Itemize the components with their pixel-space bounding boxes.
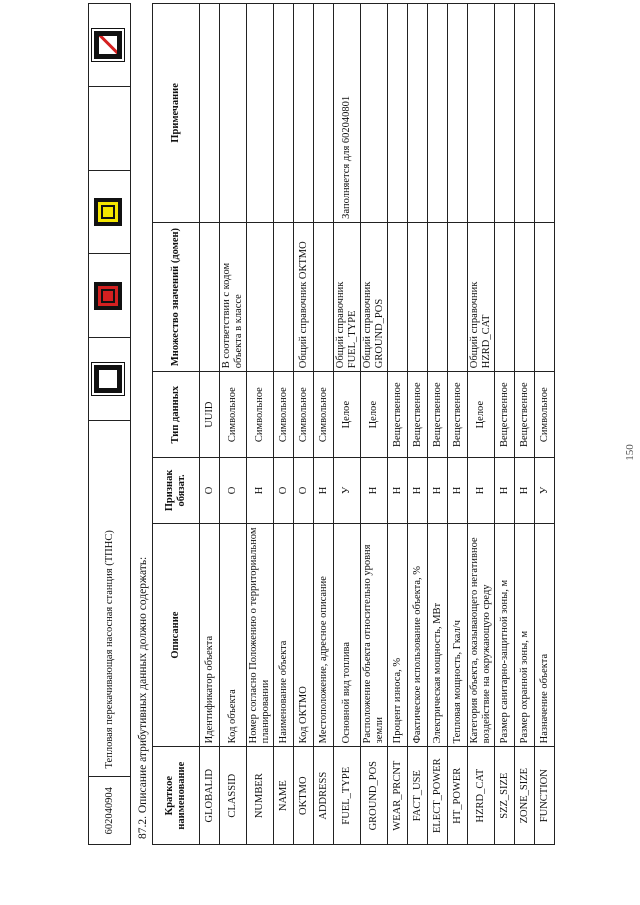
cell-required: Н	[408, 458, 428, 524]
cell-required: Н	[388, 458, 408, 524]
table-header-row	[153, 4, 200, 845]
table-row	[448, 4, 468, 845]
cell-domain	[200, 222, 220, 371]
cell-type: Символьное	[535, 372, 555, 458]
cell-code: ZONE_SIZE	[515, 747, 535, 845]
cell-code: FACT_USE	[408, 747, 428, 845]
cell-type: Вещественное	[495, 372, 515, 458]
cell-type: Целое	[361, 372, 388, 458]
cell-domain: Общий справочник ОКТМО	[294, 222, 314, 371]
table-row	[515, 4, 535, 845]
cell-code: HZRD_CAT	[468, 747, 495, 845]
cell-type: Вещественное	[408, 372, 428, 458]
object-code: 602040904	[89, 777, 131, 845]
white-square-symbol-icon	[94, 365, 122, 393]
cell-domain	[388, 222, 408, 371]
cell-required: Н	[247, 458, 274, 524]
cell-note	[200, 4, 220, 223]
table-row	[274, 4, 294, 845]
cell-description: Местоположение, адресное описание	[314, 523, 334, 747]
cell-code: FUNCTION	[535, 747, 555, 845]
cell-description: Размер санитарно-защитной зоны, м	[495, 523, 515, 747]
column-header-description: Описание	[153, 523, 200, 747]
cell-note	[247, 4, 274, 223]
cell-domain	[515, 222, 535, 371]
cell-description: Категория объекта, оказывающего негативное воздействие на окружающую среду	[468, 523, 495, 747]
cell-required: Н	[448, 458, 468, 524]
table-row	[294, 4, 314, 845]
cell-code: ELECT_POWER	[428, 747, 448, 845]
cell-code: CLASSID	[220, 747, 247, 845]
cell-required: У	[334, 458, 361, 524]
cell-note	[361, 4, 388, 223]
table-row	[388, 4, 408, 845]
cell-code: GROUND_POS	[361, 747, 388, 845]
section-caption: 87.2. Описание атрибутивных данных должно содержать:	[137, 556, 149, 839]
cell-domain	[314, 222, 334, 371]
cell-code: OKTMO	[294, 747, 314, 845]
cell-domain	[247, 222, 274, 371]
cell-note	[535, 4, 555, 223]
column-header-code: Краткое наименование	[153, 747, 200, 845]
column-header-type: Тип данных	[153, 372, 200, 458]
cell-code: ADDRESS	[314, 747, 334, 845]
cell-required: О	[220, 458, 247, 524]
cell-description: Основной вид топлива	[334, 523, 361, 747]
cell-note	[495, 4, 515, 223]
crossed-square-symbol-icon	[94, 31, 122, 59]
cell-required: Н	[428, 458, 448, 524]
cell-description: Процент износа, %	[388, 523, 408, 747]
cell-note	[388, 4, 408, 223]
cell-description: Назначение объекта	[535, 523, 555, 747]
cell-domain	[495, 222, 515, 371]
cell-domain: В соответствии с кодом объекта в классе	[220, 222, 247, 371]
table-row	[314, 4, 334, 845]
cell-code: HT_POWER	[448, 747, 468, 845]
cell-description: Фактическое использование объекта, %	[408, 523, 428, 747]
red-square-symbol-icon	[94, 282, 122, 310]
table-row	[200, 4, 220, 845]
cell-code: GLOBALID	[200, 747, 220, 845]
cell-note	[314, 4, 334, 223]
object-name: Тепловая перекачивающая насосная станция (ТПНС)	[89, 421, 131, 777]
yellow-square-symbol-icon	[94, 198, 122, 226]
cell-type: Целое	[468, 372, 495, 458]
cell-description: Наименование объекта	[274, 523, 294, 747]
cell-note: Заполняется для 602040801	[334, 4, 361, 223]
table-row	[220, 4, 247, 845]
attributes-table	[152, 3, 555, 845]
cell-description: Код ОКТМО	[294, 523, 314, 747]
cell-required: Н	[515, 458, 535, 524]
cell-code: NAME	[274, 747, 294, 845]
cell-type: Символьное	[274, 372, 294, 458]
cell-type: Символьное	[314, 372, 334, 458]
cell-type: Символьное	[220, 372, 247, 458]
table-row	[468, 4, 495, 845]
cell-description: Номер согласно Положению о территориальном планировании	[247, 523, 274, 747]
cell-domain	[535, 222, 555, 371]
cell-required: У	[535, 458, 555, 524]
column-header-domain: Множество значений (домен)	[153, 222, 200, 371]
cell-required: Н	[495, 458, 515, 524]
cell-domain	[448, 222, 468, 371]
cell-description: Электрическая мощность, МВт	[428, 523, 448, 747]
cell-domain: Общий справочник HZRD_CAT	[468, 222, 495, 371]
cell-domain	[408, 222, 428, 371]
table-row	[428, 4, 448, 845]
cell-note	[294, 4, 314, 223]
column-header-note: Примечание	[153, 4, 200, 223]
table-row	[361, 4, 388, 845]
cell-description: Код объекта	[220, 523, 247, 747]
cell-type: Вещественное	[388, 372, 408, 458]
cell-code: NUMBER	[247, 747, 274, 845]
cell-code: WEAR_PRCNT	[388, 747, 408, 845]
cell-code: FUEL_TYPE	[334, 747, 361, 845]
cell-note	[408, 4, 428, 223]
cell-description: Расположение объекта относительно уровня земли	[361, 523, 388, 747]
cell-domain: Общий справочник GROUND_POS	[361, 222, 388, 371]
cell-note	[515, 4, 535, 223]
cell-type: Символьное	[247, 372, 274, 458]
cell-description: Идентификатор объекта	[200, 523, 220, 747]
cell-note	[428, 4, 448, 223]
object-header-table	[88, 3, 131, 845]
cell-note	[274, 4, 294, 223]
cell-domain: Общий справочник FUEL_TYPE	[334, 222, 361, 371]
cell-type: UUID	[200, 372, 220, 458]
cell-note	[448, 4, 468, 223]
cell-domain	[428, 222, 448, 371]
cell-domain	[274, 222, 294, 371]
cell-type: Целое	[334, 372, 361, 458]
table-row	[334, 4, 361, 845]
cell-required: О	[274, 458, 294, 524]
cell-type: Вещественное	[428, 372, 448, 458]
column-header-required: Признак обязат.	[153, 458, 200, 524]
cell-type: Символьное	[294, 372, 314, 458]
page-number: 150	[624, 444, 636, 461]
cell-description: Тепловая мощность, Гкал/ч	[448, 523, 468, 747]
cell-description: Размер охранной зоны, м	[515, 523, 535, 747]
table-row	[535, 4, 555, 845]
cell-type: Вещественное	[448, 372, 468, 458]
cell-required: Н	[361, 458, 388, 524]
cell-code: SZZ_SIZE	[495, 747, 515, 845]
cell-note	[468, 4, 495, 223]
cell-note	[220, 4, 247, 223]
cell-required: Н	[314, 458, 334, 524]
table-row	[495, 4, 515, 845]
cell-type: Вещественное	[515, 372, 535, 458]
table-row	[247, 4, 274, 845]
cell-required: О	[200, 458, 220, 524]
table-row	[408, 4, 428, 845]
cell-required: Н	[468, 458, 495, 524]
cell-required: О	[294, 458, 314, 524]
